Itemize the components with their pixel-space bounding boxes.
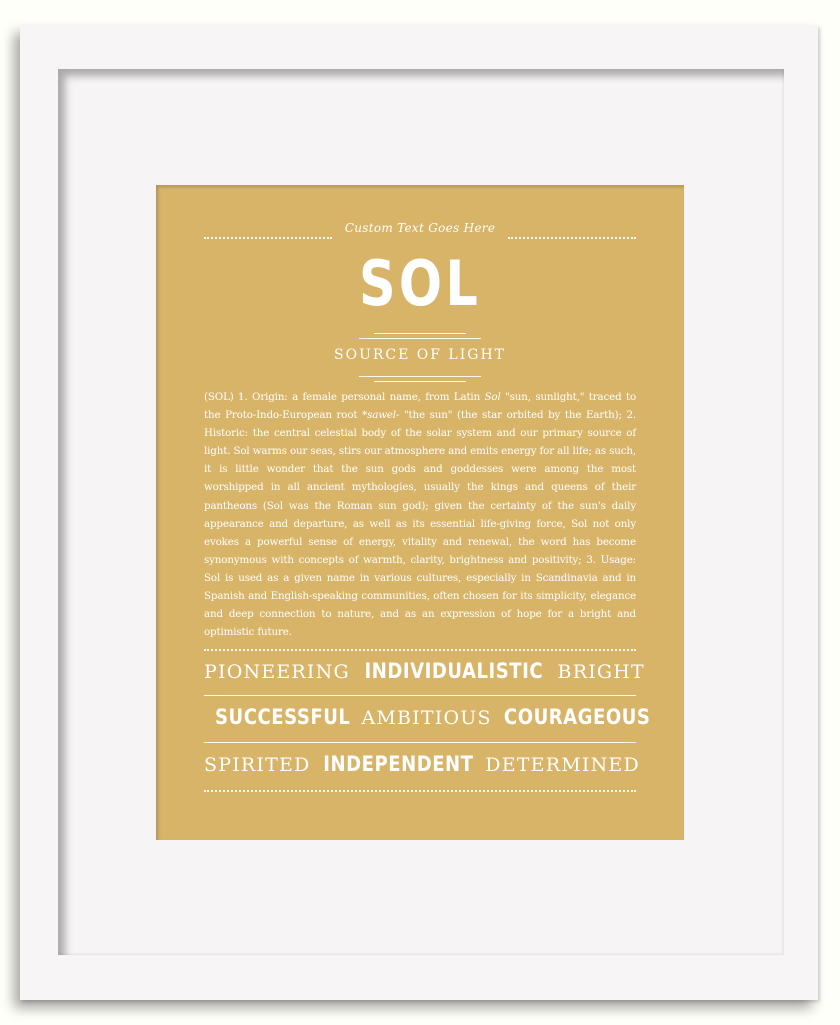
trait-word (204, 705, 361, 729)
trait-word-text: INDEPENDENT (322, 752, 474, 776)
definition-text-1: (SOL) 1. Origin: a female personal name, from Latin (204, 391, 485, 403)
trait-word (350, 659, 558, 683)
dotted-divider-traits-bottom (204, 790, 636, 792)
trait-word: AMBITIOUS (361, 707, 492, 729)
definition-latin-word: Sol (484, 391, 501, 403)
name-print (156, 185, 684, 840)
trait-word-text: INDIVIDUALISTIC (364, 659, 543, 683)
trait-row-divider-2 (204, 742, 636, 743)
trait-word-text: SUCCESSFUL (215, 705, 351, 729)
trait-row-3 (204, 752, 640, 786)
dotted-divider-left (204, 237, 332, 239)
dotted-divider-traits-top (204, 649, 636, 651)
name-definition (204, 388, 636, 641)
title-rule-top-1 (374, 333, 466, 334)
definition-root-word: *sawel- (362, 409, 400, 422)
title-rule-bottom-2 (374, 381, 466, 382)
picture-frame (20, 25, 818, 1000)
definition-text-3: "the sun" (the star orbited by the Earth); 2. Historic: the central celestial body of the solar system and our primary source of light. Sol warms our seas, stirs our atmosphere and emits energy for all life; as such, it is little wonder that the sun gods and goddesses were among the most worshipped in all ancient mythologies, usually the kings and queens of their pantheons (Sol was the Roman sun god); given the certainty of the sun's daily appearance and departure, as well as its essential life-giving force, Sol not only evokes a powerful sense of energy, vitality and renewal, the word has become synonymous with concepts of warmth, clarity, brightness and positivity; 3. Usage: Sol is used as a given name in various cultures, especially in Scandinavia and in Spanish and English-speaking communities, often chosen for its simplicity, elegance and deep connection to nature, and as an expression of hope for a bright and optimistic future. (204, 409, 636, 639)
title-rule-top-2 (359, 338, 481, 339)
trait-row-2 (204, 705, 651, 739)
title-rule-bottom-1 (359, 376, 481, 377)
trait-row-divider-1 (204, 695, 636, 696)
dotted-divider-right (508, 237, 636, 239)
trait-word (311, 752, 486, 776)
trait-word: PIONEERING (204, 661, 350, 683)
name-title: SOL (358, 247, 482, 320)
definition-text-2: "sun, sunlight," traced to the Proto-Indo-European root (204, 391, 636, 422)
trait-word: SPIRITED (204, 754, 311, 776)
trait-word: DETERMINED (485, 754, 640, 776)
trait-word (492, 705, 662, 729)
trait-word: BRIGHT (557, 661, 645, 683)
custom-text: Custom Text Goes Here (344, 221, 496, 235)
trait-word-text: COURAGEOUS (503, 705, 651, 729)
name-meaning: SOURCE OF LIGHT (334, 347, 506, 363)
frame-mat (58, 69, 784, 955)
trait-row-1 (204, 659, 645, 693)
